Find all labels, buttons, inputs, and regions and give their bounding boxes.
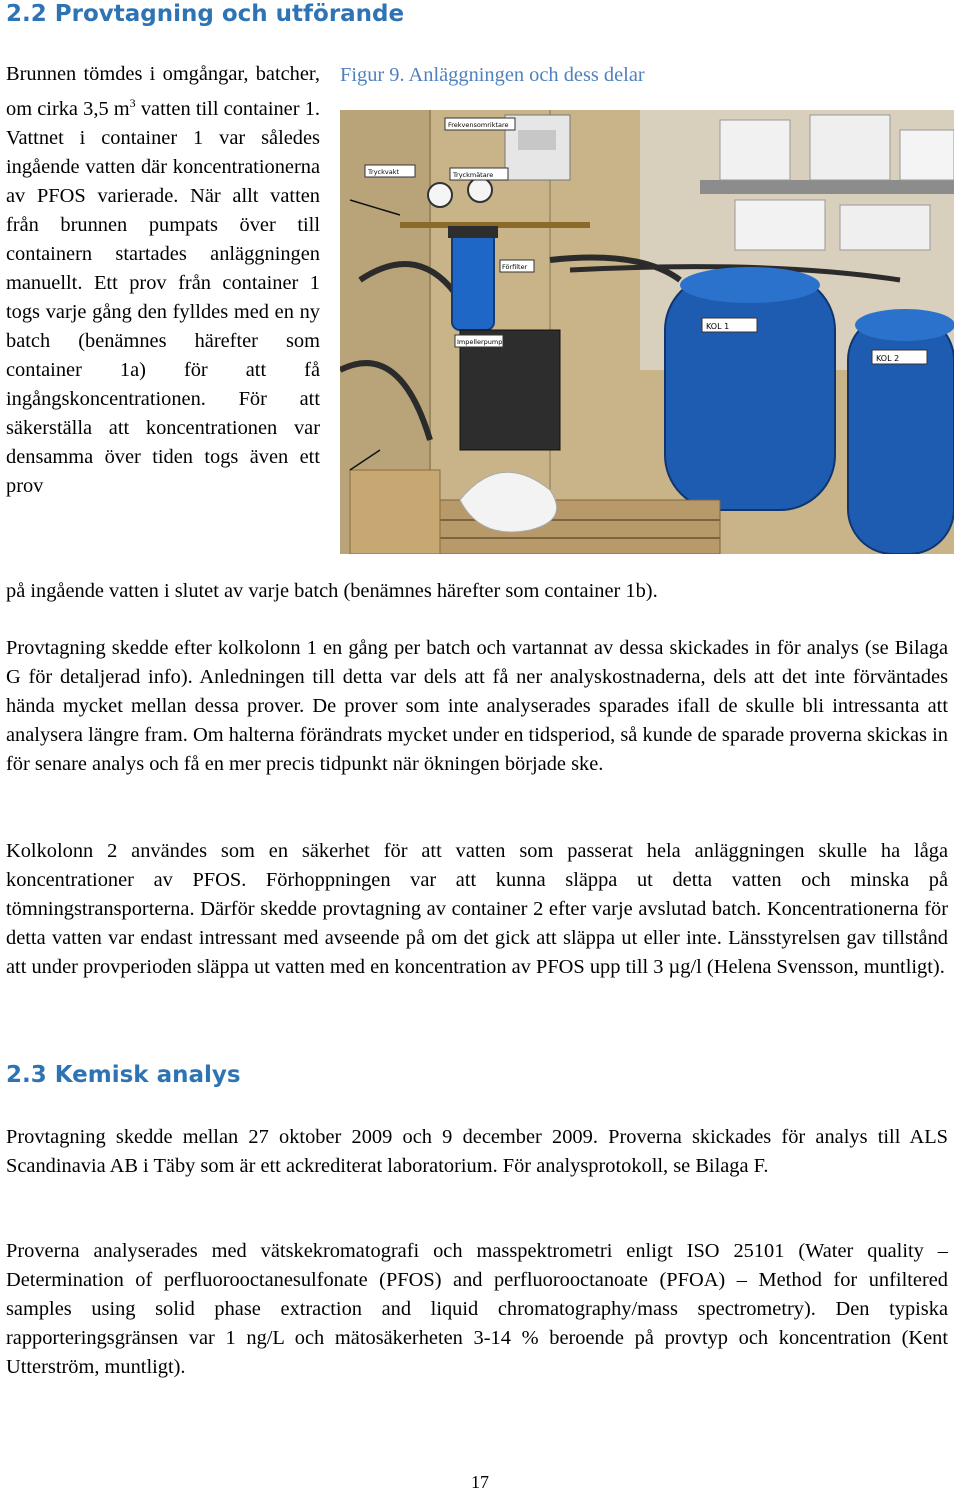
pallet [400,500,720,554]
pressure-gauge [428,183,452,207]
carbon-column-1 [665,275,835,510]
analysis-paragraph-1: Provtagning skedde mellan 27 oktober 2009 och 9 december 2009. Proverna skickades för analys till ALS Scandinavia AB i Täby som är ett ackrediterat laboratorium. För analysprotokoll, se Bilaga F. [6,1126,948,1177]
section-heading-2-2: 2.2 Provtagning och utförande [6,1,405,27]
section-heading-2-3: 2.3 Kemisk analys [6,1062,241,1088]
intro-continued: på ingående vatten i slutet av varje batch (benämnes härefter som container 1b). [6,580,658,602]
figure-caption: Figur 9. Anläggningen och dess delar [340,64,645,86]
pressure-gauge [468,178,492,202]
shelf [700,180,954,194]
column-2-label-text: KOL 2 [876,354,900,363]
pump-label-text: Impellerpump [457,338,503,346]
cardboard-box [350,470,440,554]
intro-text-b: vatten till container 1. Vattnet i container 1 var således ingående vatten där koncentrationerna av PFOS varierade. När allt vatten från brunnen pumpats över till containern startades anläggningen manuellt. Ett prov från container 1 togs varje gång den fylldes med en ny batch (benämnes härefter som container 1a) för att få ingångskoncentrationen. För att säkerställa att koncentrationen var densamma över tiden togs även ett prov [6,97,320,497]
page-number: 17 [471,1472,489,1492]
box [720,120,790,180]
meter-label-text: Frekvensomriktare [448,121,509,129]
box [840,205,930,250]
pressure-guard-label-text: Tryckvakt [368,168,400,176]
prefilter-label-text: Förfilter [502,263,528,271]
pump [460,330,560,450]
analysis-paragraph-2: Proverna analyserades med vätskekromatografi och masspektrometri enligt ISO 25101 (Water quality – Determination of perfluorooctanesulfonate (PFOS) and perfluorooctanoate (PFOA) – Method for unfiltered samples using solid phase extraction and liquid chromatography/mass spectrometry). Den typiska rapporteringsgränsen var 1 ng/L och mätosäkerheten 3-14 % beroende på provtyp och koncentration (Kent Utterström, muntligt). [6,1240,948,1378]
prefilter [452,230,494,330]
intro-paragraph [6,60,320,501]
pressure-gauge-label-text: Tryckmätare [453,171,494,179]
intro-superscript: 3 [129,96,136,110]
facility-photo [340,110,954,554]
intro-text-a: Brunnen tömdes i omgångar, batcher, om cirka 3,5 m [6,63,320,120]
box [900,130,954,180]
box [810,115,890,180]
column-1-label-text: KOL 1 [706,322,730,331]
sampling-paragraph: Provtagning skedde efter kolkolonn 1 en gång per batch och vartannat av dessa skickades in för analys (se Bilaga G för detaljerad info). Anledningen till detta var dels att få ner analyskostnaderna, dels att det inte förväntades hända mycket mellan dessa prover. De prover som inte analyserades sparades ifall de skulle bli intressanta att analysera längre fram. Om halterna förändrats mycket under en tidsperiod, så kunde de sparade proverna skickas in för senare analys och få en mer precis tidpunkt när ökningen började ske. [6,637,948,775]
column-2-paragraph: Kolkolonn 2 användes som en säkerhet för att vatten som passerat hela anläggningen skulle ha låga koncentrationer av PFOS. Förhoppningen var att kunna släppa ut detta vatten och minska på tömningstransporterna. Därför skedde provtagning av container 2 efter varje avslutad batch. Koncentrationerna för detta vatten var endast intressant med avseende på om det gick att släppa ut eller inte. Länsstyrelsen gav tillstånd att under provperioden släppa ut vatten med en koncentration av PFOS upp till 3 µg/l (Helena Svensson, muntligt). [6,840,948,978]
box [735,200,825,250]
